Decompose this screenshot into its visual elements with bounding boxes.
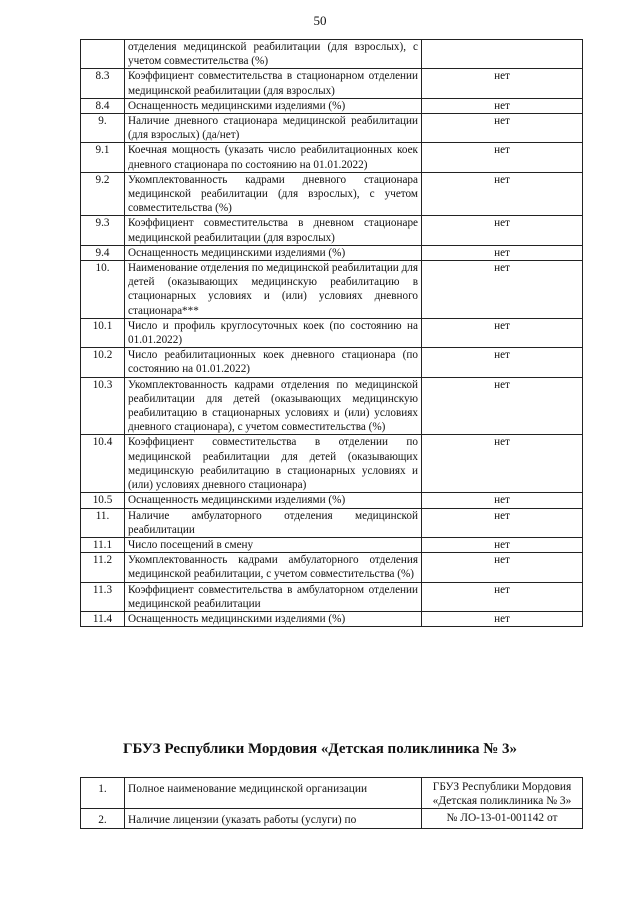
indicators-table: [80, 39, 583, 627]
row-number: 10.5: [81, 493, 125, 508]
row-description: Коэффициент совместительства в дневном стационаре медицинской реабилитации (для взрослых): [125, 216, 422, 245]
table-row: [81, 69, 583, 98]
row-value: нет: [422, 435, 583, 493]
table-row: [81, 114, 583, 143]
row-value: нет: [422, 245, 583, 260]
row-value: [422, 809, 583, 828]
row-number: 1.: [81, 778, 125, 809]
row-number: [81, 40, 125, 69]
row-value: нет: [422, 143, 583, 172]
table-row: [81, 40, 583, 69]
row-description: Оснащенность медицинскими изделиями (%): [125, 493, 422, 508]
section-heading: ГБУЗ Республики Мордовия «Детская поликлиника № 3»: [122, 741, 518, 757]
row-value: [422, 40, 583, 69]
table-row: [81, 318, 583, 347]
row-number: 9.2: [81, 172, 125, 216]
row-value: нет: [422, 114, 583, 143]
row-description: Число посещений в смену: [125, 537, 422, 552]
row-number: 10.: [81, 261, 125, 319]
row-value: нет: [422, 553, 583, 582]
row-value: [422, 778, 583, 809]
row-number: 8.3: [81, 69, 125, 98]
table-row: [81, 348, 583, 377]
row-value: нет: [422, 172, 583, 216]
row-number: 11.3: [81, 582, 125, 611]
row-number: 10.3: [81, 377, 125, 435]
row-value: нет: [422, 318, 583, 347]
row-value: нет: [422, 261, 583, 319]
table-row: [81, 98, 583, 113]
row-number: 9.4: [81, 245, 125, 260]
row-description: Число и профиль круглосуточных коек (по состоянию на 01.01.2022): [125, 318, 422, 347]
row-value: нет: [422, 537, 583, 552]
table-row: [81, 553, 583, 582]
row-description: Оснащенность медицинскими изделиями (%): [125, 98, 422, 113]
row-description: Укомплектованность кадрами отделения по медицинской реабилитации для детей (оказывающих медицинскую реабилитацию в стационарных условиях и (или) условиях дневного стационара), с учетом совместительства (%): [125, 377, 422, 435]
row-description: Укомплектованность кадрами дневного стационара медицинской реабилитации (для взрослых), с учетом совместительства (%): [125, 172, 422, 216]
row-value: нет: [422, 508, 583, 537]
row-description: Коэффициент совместительства в амбулаторном отделении медицинской реабилитации: [125, 582, 422, 611]
row-value: нет: [422, 98, 583, 113]
row-description: отделения медицинской реабилитации (для взрослых), с учетом совместительства (%): [125, 40, 422, 69]
row-value-line: ГБУЗ Республики Мордовия: [432, 781, 572, 793]
row-number: 11.2: [81, 553, 125, 582]
row-number: 10.2: [81, 348, 125, 377]
row-value: нет: [422, 377, 583, 435]
row-number: 9.1: [81, 143, 125, 172]
row-value-line: «Детская поликлиника № 3»: [432, 795, 572, 808]
row-number: 9.: [81, 114, 125, 143]
row-number: 10.4: [81, 435, 125, 493]
table-row: [81, 377, 583, 435]
table-row: [81, 261, 583, 319]
row-value: нет: [422, 216, 583, 245]
row-value: нет: [422, 69, 583, 98]
row-number: 11.1: [81, 537, 125, 552]
row-description: Число реабилитационных коек дневного стационара (по состоянию на 01.01.2022): [125, 348, 422, 377]
table-row: [81, 216, 583, 245]
row-value: нет: [422, 582, 583, 611]
row-description: Коэффициент совместительства в стационарном отделении медицинской реабилитации (для взрослых): [125, 69, 422, 98]
row-number: 11.: [81, 508, 125, 537]
row-description: Наименование отделения по медицинской реабилитации для детей (оказывающих медицинскую реабилитацию в стационарных условиях и (или) условиях дневного стационара***: [125, 261, 422, 319]
page-number: 50: [313, 13, 327, 28]
table-row: [81, 537, 583, 552]
row-value: нет: [422, 611, 583, 626]
row-description: Наличие лицензии (указать работы (услуги) по: [125, 809, 422, 828]
table-row: [81, 245, 583, 260]
row-description: Коэффициент совместительства в отделении по медицинской реабилитации для детей (оказывающих медицинскую реабилитацию в стационарных условиях и (или) условиях дневного стационара): [125, 435, 422, 493]
row-value: нет: [422, 348, 583, 377]
table-row: [81, 582, 583, 611]
row-description: Оснащенность медицинскими изделиями (%): [125, 245, 422, 260]
row-description: Оснащенность медицинскими изделиями (%): [125, 611, 422, 626]
table-row: [81, 493, 583, 508]
row-description: Наличие дневного стационара медицинской реабилитации (для взрослых) (да/нет): [125, 114, 422, 143]
row-value-line: № ЛО-13-01-001142 от: [446, 812, 558, 825]
row-number: 11.4: [81, 611, 125, 626]
row-description: Полное наименование медицинской организации: [125, 778, 422, 809]
table-row: [81, 143, 583, 172]
row-value: нет: [422, 493, 583, 508]
row-description: Укомплектованность кадрами амбулаторного отделения медицинской реабилитации, с учетом совместительства (%): [125, 553, 422, 582]
table-row: [81, 508, 583, 537]
row-number: 10.1: [81, 318, 125, 347]
row-description: Наличие амбулаторного отделения медицинской реабилитации: [125, 508, 422, 537]
table-row: [81, 172, 583, 216]
table-row: [81, 778, 583, 809]
row-number: 9.3: [81, 216, 125, 245]
row-description: Коечная мощность (указать число реабилитационных коек дневного стационара по состоянию на 01.01.2022): [125, 143, 422, 172]
row-number: 8.4: [81, 98, 125, 113]
table-row: [81, 611, 583, 626]
row-number: 2.: [81, 809, 125, 828]
table-row: [81, 809, 583, 828]
organization-table: [80, 777, 583, 829]
table-row: [81, 435, 583, 493]
